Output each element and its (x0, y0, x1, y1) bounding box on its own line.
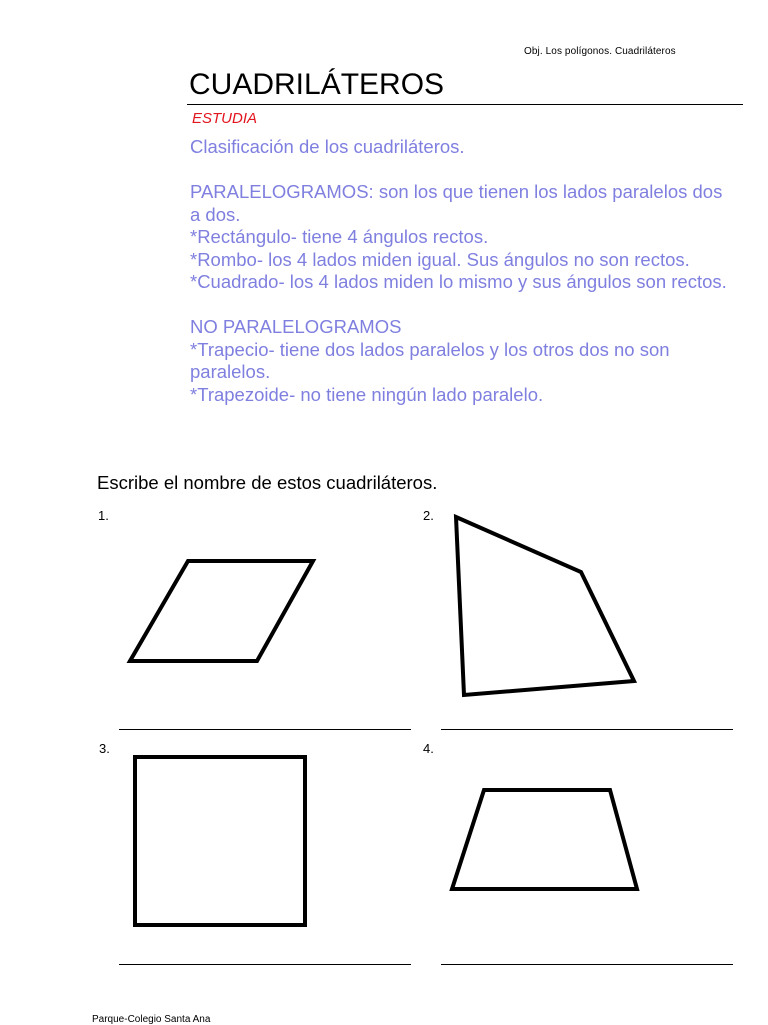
trapezium-shape (452, 790, 637, 889)
rhombus-definition: *Rombo- los 4 lados miden igual. Sus ángulos no son rectos. (190, 248, 690, 270)
trapezium-definition: *Trapecio- tiene dos lados paralelos y los otros dos no son paralelos. (190, 338, 670, 382)
answer-line-3[interactable] (119, 964, 411, 965)
page-title: CUADRILÁTEROS (189, 68, 445, 101)
trapezoid-shape (456, 517, 634, 695)
exercise-number-4: 4. (423, 741, 434, 756)
answer-line-2[interactable] (441, 729, 733, 730)
study-intro: Clasificación de los cuadriláteros. (190, 136, 465, 157)
non-parallelogram-heading: NO PARALELOGRAMOS (190, 316, 402, 337)
rectangle-definition: *Rectángulo- tiene 4 ángulos rectos. (190, 226, 489, 247)
parallelogram-definition: PARALELOGRAMOS: son los que tienen los lados paralelos dos a dos. (190, 181, 723, 225)
exercise-number-2: 2. (423, 508, 434, 523)
square-definition: *Cuadrado- los 4 lados miden lo mismo y sus ángulos son rectos. (190, 271, 727, 292)
answer-line-4[interactable] (441, 964, 733, 965)
answer-line-1[interactable] (119, 729, 411, 730)
exercise-number-1: 1. (98, 508, 109, 523)
square-shape (135, 757, 305, 925)
study-label: ESTUDIA (192, 110, 258, 127)
trapezoid-definition: *Trapezoide- no tiene ningún lado paralelo. (190, 383, 544, 405)
objective-text: Obj. Los polígonos. Cuadriláteros (524, 46, 676, 57)
footer-school: Parque-Colegio Santa Ana (92, 1014, 211, 1025)
exercise-instruction: Escribe el nombre de estos cuadriláteros. (97, 472, 438, 493)
rhombus-shape (130, 561, 313, 661)
exercise-number-3: 3. (99, 741, 110, 756)
